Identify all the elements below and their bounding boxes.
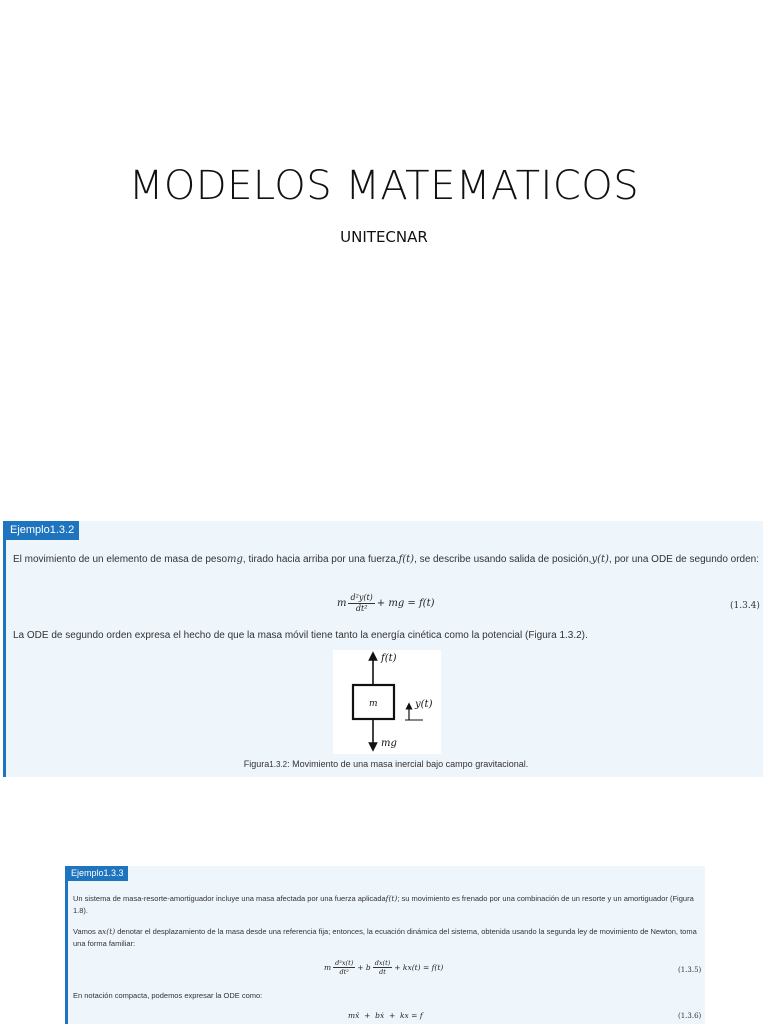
math-inline: x(t) — [102, 927, 116, 936]
text-run: ; su movimiento es frenado por una combinación de un resorte y un amortiguador (Figura 1.8). — [73, 894, 694, 915]
position-label: y(t) — [415, 699, 433, 710]
equation-number: (1.3.4) — [730, 601, 760, 611]
equation-1-3-6 — [348, 1011, 423, 1020]
math-inline: mg — [227, 554, 243, 565]
caption-prefix: Figura — [243, 759, 270, 769]
example-paragraph: La ODE de segundo orden expresa el hecho de que la masa móvil tiene tanto la energía cinética como la potencial (Figura 1.3.2). — [13, 630, 588, 641]
fraction-denominator: dt — [379, 968, 386, 976]
equation-number: (1.3.5) — [678, 966, 702, 974]
math-term: + kx(t) = f(t) — [394, 963, 444, 972]
fraction-numerator: d²x(t) — [335, 959, 354, 967]
example-tag: Ejemplo1.3.2 — [6, 521, 79, 540]
fraction-numerator: dx(t) — [374, 959, 391, 967]
math-term: + b — [357, 963, 371, 972]
math-inline: f(t) — [398, 554, 415, 565]
fraction-denominator: dt² — [339, 968, 349, 976]
math-inline: y(t) — [591, 554, 609, 565]
figure-caption — [6, 759, 766, 769]
math-term: m — [337, 598, 347, 609]
slide-subtitle: UNITECNAR — [340, 228, 428, 246]
mass-label: m — [369, 699, 378, 709]
math-term: m — [324, 963, 332, 972]
slide-title: MODELOS MATEMATICOS — [128, 163, 640, 209]
math-term: mẍ + bẋ + kx = f — [348, 1011, 423, 1020]
caption-number: 1.3.2 — [269, 760, 288, 769]
equation-1-3-4 — [337, 593, 435, 614]
text-run: , se describe usando salida de posición, — [414, 554, 592, 565]
equation-number: (1.3.6) — [678, 1012, 702, 1020]
text-run: El movimiento de un elemento de masa de peso — [13, 554, 228, 565]
example-paragraph — [73, 893, 701, 917]
free-body-diagram-svg — [333, 650, 441, 754]
weight-label: mg — [381, 738, 397, 749]
fraction — [333, 959, 355, 976]
free-body-diagram — [333, 650, 441, 754]
example-tag: Ejemplo1.3.3 — [68, 866, 128, 881]
example-paragraph: En notación compacta, podemos expresar la ODE como: — [73, 991, 263, 1000]
example-box-2 — [65, 866, 705, 1024]
fraction-numerator: d²y(t) — [350, 593, 373, 602]
text-run: , tirado hacia arriba por una fuerza, — [242, 554, 399, 565]
force-label: f(t) — [381, 653, 397, 664]
math-inline: f(t) — [385, 894, 398, 903]
example-box-1 — [3, 521, 763, 777]
text-run: , por una ODE de segundo orden: — [608, 554, 760, 565]
fraction-denominator: dt² — [355, 604, 368, 613]
text-run: Vamos a — [73, 927, 103, 936]
example-paragraph — [13, 552, 761, 567]
fraction — [348, 593, 374, 614]
caption-text: : Movimiento de una masa inercial bajo campo gravitacional. — [287, 759, 529, 769]
equation-1-3-5 — [324, 959, 443, 976]
text-run: Un sistema de masa-resorte-amortiguador incluye una masa afectada por una fuerza aplicada — [73, 894, 386, 903]
math-term: + mg = f(t) — [376, 598, 435, 609]
text-run: denotar el desplazamiento de la masa desde una referencia fija; entonces, la ecuación dinámica del sistema, obtenida usando la segunda ley de movimiento de Newton, toma una forma familiar: — [73, 927, 697, 948]
fraction — [373, 959, 393, 976]
example-paragraph — [73, 926, 701, 950]
